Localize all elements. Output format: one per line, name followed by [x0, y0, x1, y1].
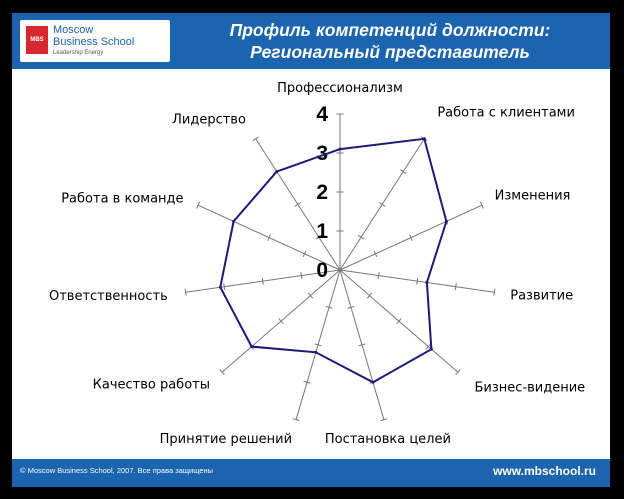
axis-tick	[455, 283, 456, 290]
category-label: Постановка целей	[324, 432, 451, 448]
axis-tick	[379, 202, 385, 206]
category-label: Работа в команде	[61, 191, 184, 207]
data-point	[275, 170, 278, 173]
logo-text-line2: Business School	[53, 36, 135, 48]
data-point	[339, 148, 342, 151]
axis-tick	[295, 202, 301, 206]
data-point	[219, 286, 222, 289]
category-label: Работа с клиентами	[437, 105, 575, 121]
category-label: Развитие	[510, 288, 574, 304]
category-label: Ответственность	[49, 288, 168, 304]
axis-tick	[400, 170, 406, 174]
logo-tagline: Leadership Energy	[53, 50, 104, 56]
radial-tick-label: 2	[316, 181, 328, 204]
data-point	[425, 281, 428, 284]
logo-text-line1: Moscow	[53, 24, 94, 36]
data-point	[423, 137, 426, 140]
title-line-2: Региональный представитель	[250, 42, 530, 62]
data-point	[232, 220, 235, 223]
category-label: Профессионализм	[277, 81, 403, 96]
category-label: Изменения	[494, 188, 571, 204]
data-point	[371, 381, 374, 384]
radial-tick-label: 0	[316, 259, 328, 282]
category-label: Лидерство	[172, 112, 246, 128]
axis-tick	[494, 289, 495, 296]
data-point	[250, 345, 253, 348]
axis-tick	[358, 235, 364, 239]
data-point	[430, 348, 433, 351]
title-line-1: Профиль компетенций должности:	[229, 20, 551, 40]
radial-tick-label: 4	[316, 103, 328, 126]
axis-tick	[378, 272, 379, 279]
radial-tick-label: 1	[316, 220, 328, 243]
axis-tick	[224, 283, 225, 290]
axis-tick	[417, 278, 418, 285]
copyright-text: © Moscow Business School, 2007. Все права защищены	[20, 466, 213, 475]
website-link[interactable]: www.mbschool.ru	[493, 464, 596, 478]
axis-tick	[253, 137, 259, 141]
axis-tick	[262, 278, 263, 285]
radial-tick-label: 3	[316, 142, 328, 165]
category-label: Принятие решений	[159, 432, 293, 448]
category-label: Качество работы	[92, 377, 211, 393]
data-point	[314, 351, 317, 354]
category-label: Бизнес-видение	[474, 380, 586, 396]
data-point	[445, 220, 448, 223]
axis-tick	[301, 272, 302, 279]
axis-tick	[185, 289, 186, 296]
logo-emblem-icon: MBS	[26, 26, 48, 54]
